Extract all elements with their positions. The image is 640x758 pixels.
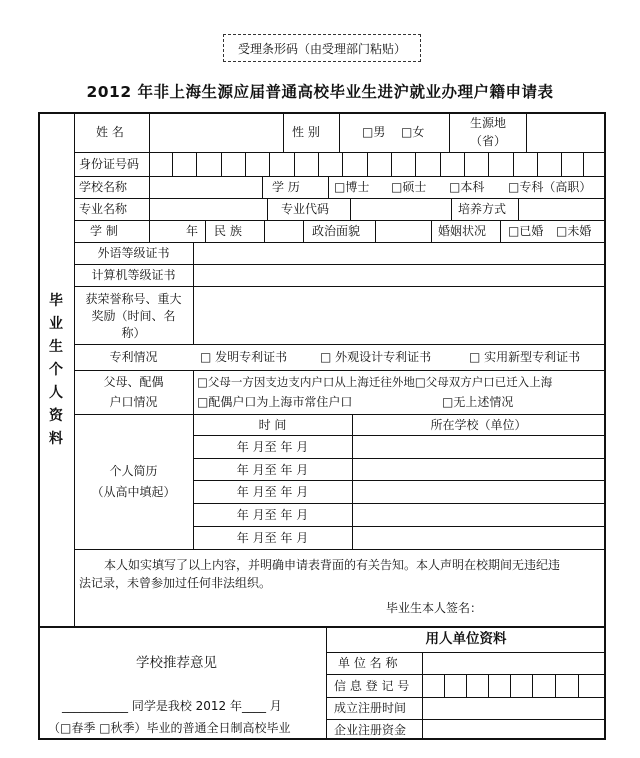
label-id-number: 身份证号码 — [79, 157, 140, 171]
label-resume-hint: （从高中填起） — [91, 485, 176, 499]
label-reg-time: 成立注册时间 — [334, 701, 407, 715]
checkbox-utility-patent[interactable]: □ 实用新型专利证书 — [469, 350, 581, 364]
resume-row-time: 年 月至 年 月 — [236, 531, 309, 545]
label-political: 政治面貌 — [312, 224, 361, 238]
label-school: 学校名称 — [79, 180, 128, 194]
label-marital: 婚姻状况 — [438, 224, 487, 238]
label-signature: 毕业生本人签名： — [386, 601, 483, 615]
label-foreign-language: 外语等级证书 — [97, 246, 170, 260]
checkbox-unmarried[interactable]: □未婚 — [556, 224, 592, 238]
resume-header-school: 所在学校（单位） — [430, 418, 527, 432]
label-honors-2: 奖励（时间、名 — [91, 309, 176, 323]
label-training-mode: 培养方式 — [458, 202, 507, 216]
checkbox-none[interactable]: □无上述情况 — [442, 395, 514, 409]
checkbox-invention-patent[interactable]: □ 发明专利证书 — [200, 350, 288, 364]
checkbox-male[interactable]: □男 — [362, 125, 386, 139]
form-title: 2012 年非上海生源应届普通高校毕业生进沪就业办理户籍申请表 — [86, 83, 554, 101]
school-recommend-line-1: ___________ 同学是我校 2012 年____ 月 — [62, 699, 282, 713]
label-origin: 生源地 — [469, 116, 506, 130]
label-year: 年 — [186, 224, 199, 238]
resume-row-time: 年 月至 年 月 — [236, 440, 309, 454]
label-parents-1: 父母、配偶 — [103, 375, 164, 389]
checkbox-master[interactable]: □硕士 — [391, 180, 427, 194]
school-recommend-title: 学校推荐意见 — [136, 655, 217, 671]
label-name: 姓 名 — [96, 125, 124, 139]
checkbox-parents-option-1[interactable]: □父母一方因支边支内户口从上海迁往外地□父母双方户口已迁入上海 — [197, 375, 553, 389]
checkbox-phd[interactable]: □博士 — [334, 180, 370, 194]
checkbox-married[interactable]: □已婚 — [508, 224, 544, 238]
label-honors-1: 获荣誉称号、重大 — [85, 292, 182, 306]
declaration-line-2: 法记录，未曾参加过任何非法组织。 — [79, 576, 272, 590]
label-major: 专业名称 — [79, 202, 128, 216]
label-reg-capital: 企业注册资金 — [334, 723, 407, 737]
label-ethnicity: 民 族 — [214, 224, 242, 238]
checkbox-design-patent[interactable]: □ 外观设计专利证书 — [320, 350, 432, 364]
label-major-code: 专业代码 — [281, 202, 330, 216]
side-label-text: 毕业生个人资料 — [49, 293, 63, 447]
label-education: 学 历 — [272, 180, 300, 194]
section-label-personal — [42, 290, 70, 451]
checkbox-college[interactable]: □专科（高职） — [508, 180, 592, 194]
label-honors-3: 称） — [121, 326, 146, 340]
checkbox-bachelor[interactable]: □本科 — [449, 180, 485, 194]
declaration-line-1: 本人如实填写了以上内容，并明确申请表背面的有关告知。本人声明在校期间无违纪违 — [104, 558, 561, 572]
resume-row-time: 年 月至 年 月 — [236, 508, 309, 522]
resume-row-time: 年 月至 年 月 — [236, 463, 309, 477]
employer-title: 用人单位资料 — [425, 631, 507, 647]
label-patent: 专利情况 — [109, 350, 158, 364]
school-recommend-line-2: （□春季 □秋季）毕业的普通全日制高校毕业 — [48, 721, 291, 735]
checkbox-spouse-hukou[interactable]: □配偶户口为上海市常住户口 — [197, 395, 353, 409]
barcode-label: 受理条形码（由受理部门粘贴） — [237, 41, 406, 56]
checkbox-female[interactable]: □女 — [401, 125, 425, 139]
label-unit-name: 单 位 名 称 — [338, 656, 398, 670]
label-info-code: 信 息 登 记 号 — [334, 679, 410, 693]
label-resume: 个人简历 — [109, 464, 158, 478]
label-origin-province: （省） — [469, 134, 506, 148]
resume-row-time: 年 月至 年 月 — [236, 485, 309, 499]
label-gender: 性 别 — [292, 125, 320, 139]
barcode-area — [223, 34, 421, 62]
label-duration: 学 制 — [90, 224, 118, 238]
label-parents-2: 户口情况 — [109, 395, 158, 409]
resume-header-time: 时 间 — [258, 418, 287, 432]
label-computer-cert: 计算机等级证书 — [91, 268, 176, 282]
